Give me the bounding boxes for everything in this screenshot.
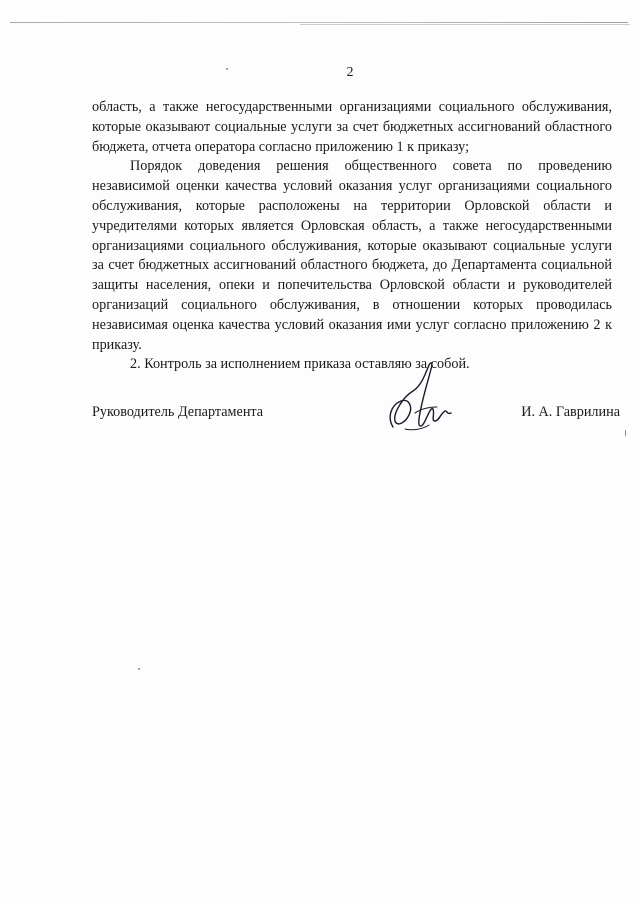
scan-edge-line: [10, 22, 628, 23]
scan-speck: [625, 430, 626, 436]
paragraph-procedure: Порядок доведения решения общественного совета по проведению независимой оценки качества условий оказания услуг организациями социального обслуживания, которые расположены на территории Орловской области и учредителями которых является Орловская область, а также негосударственными организациями социального обслуживания, которые оказывают социальные услуги за счет бюджетных ассигнований областного бюджета, до Департамента социальной защиты населения, опеки и попечительства Орловской области и руководителей организаций социального обслуживания, в отношении которых проводилась независимая оценка качества условий оказания ими услуг согласно приложению 2 к приказу.: [92, 158, 612, 353]
signatory-name: И. А. Гаврилина: [521, 404, 620, 420]
paragraph-continuation: область, а также негосударственными организациями социального обслуживания, которые оказывают социальные услуги за счет бюджетных ассигнований областного бюджета, отчета оператора согласно приложению 1 к приказу;: [92, 99, 612, 155]
scan-edge-line-secondary: [300, 24, 630, 25]
scan-speck: [138, 668, 140, 670]
signature-block: [92, 404, 620, 428]
scan-speck: [226, 68, 228, 70]
paragraph-control: 2. Контроль за исполнением приказа оставляю за собой.: [130, 356, 470, 373]
signatory-role: Руководитель Департамента: [92, 404, 264, 420]
document-body: [92, 98, 612, 375]
page-number: 2: [346, 65, 354, 80]
handwritten-signature: [385, 355, 460, 445]
